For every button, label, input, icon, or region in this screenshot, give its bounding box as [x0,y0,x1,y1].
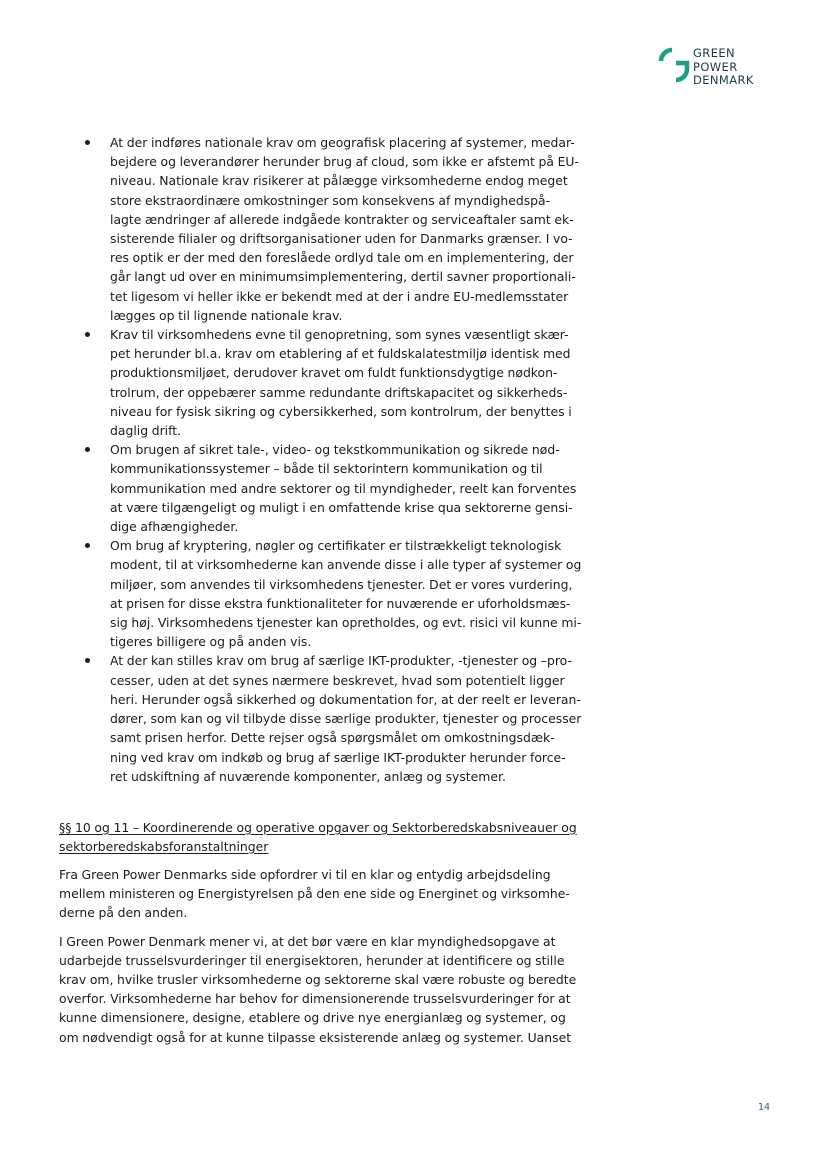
text-line: trolrum, der oppebærer samme redundante driftskapacitet og sikkerheds- [110,384,568,400]
text-line: daglig drift. [110,423,182,439]
bullet-item [59,325,599,440]
bullet-item [59,440,599,536]
text-line: miljøer, som anvendes til virksomhedens tjenester. Det er vores vurdering, [110,576,573,592]
text-line: lægges op til lignende nationale krav. [110,307,343,323]
text-line: dører, som kan og vil tilbyde disse særlige produkter, tjenester og processer [110,711,582,727]
green-power-denmark-logo [658,45,778,97]
text-line: bejdere og leverandører herunder brug af cloud, som ikke er afstemt på EU- [110,154,579,170]
text-line: sig høj. Virksomhedens tjenester kan opretholdes, og evt. risici vil kunne mi- [110,615,582,631]
text-line: niveau for fysisk sikring og cybersikkerhed, som kontrolrum, der benyttes i [110,403,572,419]
text-line: ret udskiftning af nuværende komponenter, anlæg og systemer. [110,768,506,784]
heading-line: sektorberedskabsforanstaltninger [59,838,269,854]
text-line: I Green Power Denmark mener vi, at det bør være en klar myndighedsopgave at [59,933,556,949]
text-line: udarbejde trusselsvurderinger til energisektoren, herunder at identificere og stille [59,952,565,968]
bullet-list [59,133,599,786]
text-line: modent, til at virksomhederne kan anvende disse i alle typer af systemer og [110,557,582,573]
text-line: tigeres billigere og på anden vis. [110,634,312,650]
text-line: Krav til virksomhedens evne til genopretning, som synes væsentligt skær- [110,327,569,343]
text-line: At der kan stilles krav om brug af særlige IKT-produkter, -tjenester og –pro- [110,653,572,669]
text-line: kommunikation med andre sektorer og til myndigheder, reelt kan forventes [110,480,577,496]
text-line: kunne dimensionere, designe, etablere og drive nye energianlæg og systemer, og [59,1010,566,1026]
text-line: kommunikationssystemer – både til sektorintern kommunikation og til [110,461,543,477]
text-line: krav om, hvilke trusler virksomhederne og sektorerne skal være robuste og beredte [59,971,577,987]
text-line: pet herunder bl.a. krav om etablering af et fuldskalatestmiljø identisk med [110,346,571,362]
bullet-dot-icon [85,447,90,452]
text-line: derne på den anden. [59,905,188,921]
text-line: om nødvendigt også for at kunne tilpasse eksisterende anlæg og systemer. Uanset [59,1029,572,1045]
bullet-dot-icon [85,543,90,548]
logo-line-power: POWER [693,59,738,74]
paragraph [59,932,599,1047]
text-line: overfor. Virksomhederne har behov for dimensionerende trusselsvurderinger for at [59,991,571,1007]
bullet-item [59,651,599,785]
text-line: produktionsmiljøet, derudover kravet om fuldt funktionsdygtige nødkon- [110,365,558,381]
page-number: 14 [758,1102,771,1113]
document-body [59,133,599,1047]
bullet-dot-icon [85,332,90,337]
logo-line-denmark: DENMARK [693,73,754,87]
text-line: lagte ændringer af allerede indgåede kontrakter og serviceaftaler samt ek- [110,211,574,227]
bullet-dot-icon [85,658,90,663]
text-line: går langt ud over en minimumsimplementering, dertil savner proportionali- [110,269,576,285]
section-heading [59,818,599,856]
text-line: at være tilgængeligt og muligt i en omfattende krise qua sektorerne gensi- [110,499,573,515]
text-line: heri. Herunder også sikkerhed og dokumentation for, at der reelt er leveran- [110,691,581,707]
text-line: niveau. Nationale krav risikerer at pålægge virksomhederne endog meget [110,173,568,189]
heading-line: §§ 10 og 11 – Koordinerende og operative opgaver og Sektorberedskabsniveauer og [59,819,577,835]
text-line: at prisen for disse ekstra funktionaliteter for nuværende er uforholdsmæs- [110,595,571,611]
bullet-item [59,536,599,651]
logo-line-green: GREEN [693,46,736,60]
text-line: cesser, uden at det synes nærmere beskrevet, hvad som potentielt ligger [110,672,565,688]
text-line: store ekstraordinære omkostninger som konsekvens af myndighedspå- [110,192,551,208]
text-line: Om brug af kryptering, nøgler og certifikater er tilstrækkeligt teknologisk [110,538,562,554]
text-line: res optik er der med den foreslåede ordlyd tale om en implementering, der [110,250,574,266]
paragraph [59,865,599,923]
text-line: At der indføres nationale krav om geografisk placering af systemer, medar- [110,135,575,150]
text-line: dige afhængigheder. [110,519,239,535]
text-line: tet ligesom vi heller ikke er bekendt med at der i andre EU-medlemsstater [110,288,569,304]
text-line: Om brugen af sikret tale-, video- og tekstkommunikation og sikrede nød- [110,442,560,458]
text-line: sisterende filialer og driftsorganisationer uden for Danmarks grænser. I vo- [110,231,573,247]
bullet-item [59,133,599,325]
text-line: ning ved krav om indkøb og brug af særlige IKT-produkter herunder force- [110,749,566,765]
text-line: samt prisen herfor. Dette rejser også spørgsmålet om omkostningsdæk- [110,730,555,746]
logo-wordmark [693,47,754,88]
logo-mark-icon [658,47,690,83]
text-line: mellem ministeren og Energistyrelsen på den ene side og Energinet og virksomhe- [59,886,570,902]
bullet-dot-icon [85,140,90,145]
text-line: Fra Green Power Denmarks side opfordrer vi til en klar og entydig arbejdsdeling [59,866,551,882]
